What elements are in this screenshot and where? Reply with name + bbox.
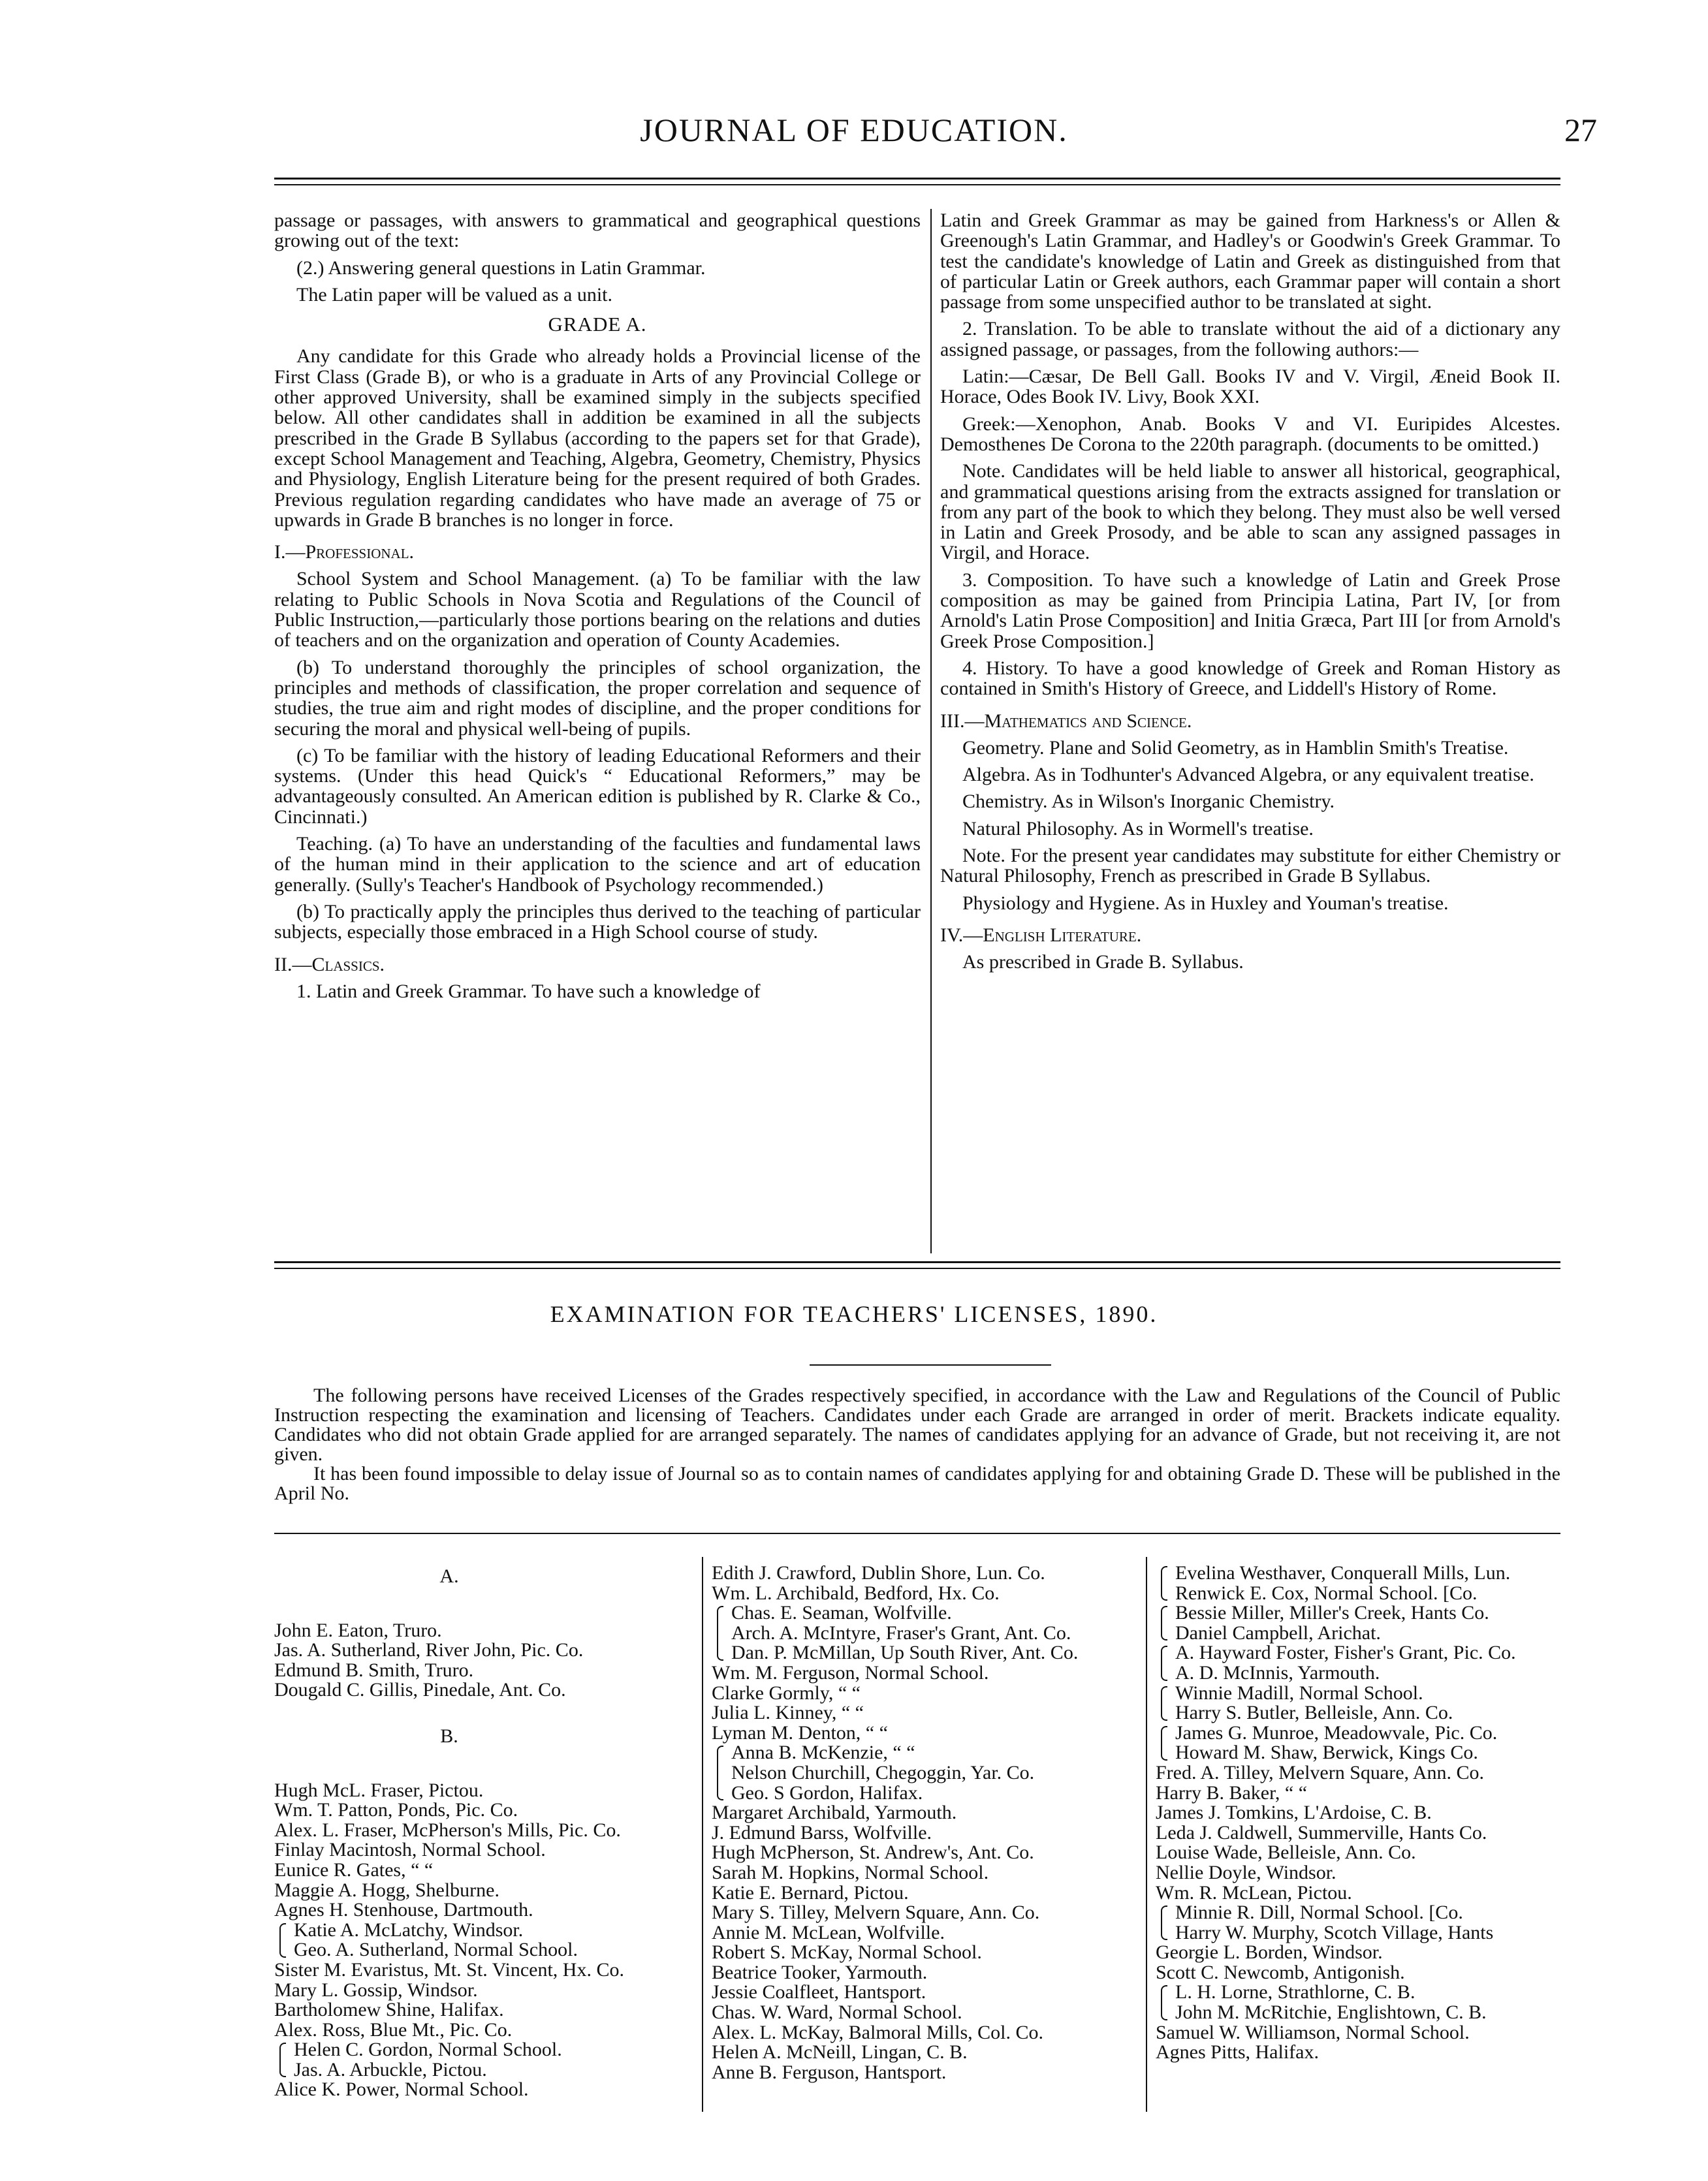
list-item: Harry W. Murphy, Scotch Village, Hants (1175, 1921, 1494, 1943)
name-list (1156, 1763, 1516, 1903)
paragraph: The Latin paper will be valued as a unit. (296, 283, 612, 306)
list-item: Katie E. Bernard, Pictou. (712, 1881, 909, 1904)
paragraph: Geometry. Plane and Solid Geometry, as in Hamblin Smith's Treatise. (962, 736, 1509, 759)
paragraph: Note. For the present year candidates may substitute for either Chemistry or Natural Philosophy, French as prescribed in Grade B Syllabus. (940, 845, 1560, 887)
paragraph: Natural Philosophy. As in Wormell's treatise. (962, 817, 1314, 839)
section-heading: III.—Mathematics and Science. (940, 710, 1192, 732)
paragraph: Greek:—Xenophon, Anab. Books V and VI. Euripides Alcestes. Demosthenes De Corona to the 220th paragraph. (documents to be omitted.) (940, 413, 1560, 455)
name-list (274, 1781, 624, 1921)
list-item: Leda J. Caldwell, Summerville, Hants Co. (1156, 1821, 1487, 1844)
section-heading: I.—Professional. (274, 541, 415, 563)
bracket-group (274, 2040, 624, 2080)
list-item: Agnes Pitts, Halifax. (1156, 2041, 1319, 2063)
name-list (1156, 1943, 1516, 1983)
list-item: Harry B. Baker, “ “ (1156, 1781, 1308, 1804)
list-item: Bessie Miller, Miller's Creek, Hants Co. (1175, 1602, 1489, 1624)
list-item: Edmund B. Smith, Truro. (274, 1659, 474, 1681)
paragraph: 2. Translation. To be able to translate without the aid of a dictionary any assigned passage, or passages, from the following authors:— (940, 318, 1560, 360)
list-item: Arch. A. McIntyre, Fraser's Grant, Ant. Co. (731, 1622, 1071, 1644)
list-item: Helen A. McNeill, Lingan, C. B. (712, 2041, 968, 2063)
paragraph: As prescribed in Grade B. Syllabus. (962, 951, 1244, 973)
list-item: John M. McRitchie, Englishtown, C. B. (1175, 2001, 1487, 2024)
list-item: Alex. L. Fraser, McPherson's Mills, Pic. Co. (274, 1819, 621, 1841)
intro-paragraph: The following persons have received Licenses of the Grades respectively specified, in accordance with the Law and Regulations of the Council of Public Instruction respecting the examination and licensing of Teachers. Candidates under each Grade are arranged in order of merit. Brackets indicate equality. Candidates who did not obtain Grade applied for are arranged separately. The names of candidates applying for an advance of Grade, but not receiving it, are not given. (274, 1385, 1560, 1465)
names-column-2 (712, 1563, 1078, 2082)
paragraph: passage or passages, with answers to grammatical and geographical questions growing out of the text: (274, 210, 921, 252)
title-underline (810, 1364, 1051, 1366)
list-item: Mary S. Tilley, Melvern Square, Ann. Co. (712, 1902, 1040, 1924)
paragraph: (c) To be familiar with the history of leading Educational Reformers and their systems. (Under this head Quick's “ Educational Reformers,” may be advantageously consulted. An American edition is published by R. Clarke & Co., Cincinnati.) (274, 744, 921, 828)
list-item: Wm. T. Patton, Ponds, Pic. Co. (274, 1799, 518, 1821)
name-list (274, 2080, 624, 2100)
list-item: Robert S. McKay, Normal School. (712, 1941, 982, 1964)
bracket-group (712, 1743, 1078, 1803)
paragraph: Teaching. (a) To have an understanding of the faculties and fundamental laws of the human mind in their application to the science and art of education generally. (Sully's Teacher's Handbook of Psychology recommended.) (274, 833, 921, 896)
paragraph: (2.) Answering general questions in Latin Grammar. (296, 257, 706, 279)
name-list (712, 1563, 1078, 1603)
paragraph: (b) To understand thoroughly the principles of school organization, the principles and methods of classification, the proper correlation and sequence of studies, the true aim and right modes of discipline, and the proper conditions for securing the moral and physical well-being of pupils. (274, 656, 921, 740)
list-item: Wm. R. McLean, Pictou. (1156, 1881, 1352, 1904)
bracket-group (1156, 1903, 1516, 1943)
list-item: Dan. P. McMillan, Up South River, Ant. Co. (731, 1642, 1079, 1664)
bracket-group (1156, 1563, 1516, 1603)
list-item: Daniel Campbell, Arichat. (1175, 1622, 1381, 1644)
paragraph: Latin and Greek Grammar as may be gained from Harkness's or Allen & Greenough's Latin Grammar, and Hadley's or Goodwin's Greek Grammar. To test the candidate's knowledge of Latin and Greek as distinguished from that of particular Latin or Greek authors, each Grammar paper will contain a short passage from some unspecified author to be translated at sight. (940, 210, 1560, 313)
list-item: Evelina Westhaver, Conquerall Mills, Lun. (1175, 1562, 1511, 1584)
bracket-group (1156, 1723, 1516, 1763)
list-item: Katie A. McLatchy, Windsor. (294, 1919, 524, 1941)
list-item: Edith J. Crawford, Dublin Shore, Lun. Co. (712, 1562, 1045, 1584)
list-item: Winnie Madill, Normal School. (1175, 1682, 1423, 1704)
list-item: Fred. A. Tilley, Melvern Square, Ann. Co. (1156, 1761, 1485, 1783)
list-item: Renwick E. Cox, Normal School. [Co. (1175, 1582, 1478, 1604)
list-item: Scott C. Newcomb, Antigonish. (1156, 1961, 1405, 1983)
header-rule-2 (274, 184, 1560, 185)
names-rule (274, 1533, 1560, 1534)
bracket-group (1156, 1643, 1516, 1683)
list-item: Margaret Archibald, Yarmouth. (712, 1802, 957, 1824)
section-rule (274, 1261, 1560, 1263)
list-item: Nellie Doyle, Windsor. (1156, 1861, 1336, 1883)
header-rule (274, 178, 1560, 180)
list-item: Nelson Churchill, Chegoggin, Yar. Co. (731, 1761, 1035, 1783)
names-column-3 (1156, 1563, 1516, 2063)
list-item: Finlay Macintosh, Normal School. (274, 1839, 546, 1861)
list-item: John E. Eaton, Truro. (274, 1619, 442, 1641)
list-item: Harry S. Butler, Belleisle, Ann. Co. (1175, 1702, 1453, 1724)
list-item: Chas. W. Ward, Normal School. (712, 2001, 962, 2024)
name-list (712, 1803, 1078, 2082)
intro-paragraph: It has been found impossible to delay issue of Journal so as to contain names of candidates applying for and obtaining Grade D. These will be published in the April No. (274, 1463, 1560, 1504)
list-item: Geo. S Gordon, Halifax. (731, 1781, 923, 1804)
paragraph: Latin:—Cæsar, De Bell Gall. Books IV and V. Virgil, Æneid Book II. Horace, Odes Book IV. Livy, Book XXI. (940, 366, 1560, 408)
name-list (1156, 2023, 1516, 2063)
grade-a-heading: GRADE A. (548, 313, 647, 336)
list-item: Alex. L. McKay, Balmoral Mills, Col. Co. (712, 2021, 1044, 2043)
list-item: Bartholomew Shine, Halifax. (274, 1999, 504, 2021)
list-item: Julia L. Kinney, “ “ (712, 1702, 864, 1724)
paragraph: (b) To practically apply the principles thus derived to the teaching of particular subjects, especially those embraced in a High School course of study. (274, 900, 921, 943)
exam-intro (274, 1386, 1560, 1503)
list-item: Louise Wade, Belleisle, Ann. Co. (1156, 1842, 1416, 1864)
list-item: Wm. L. Archibald, Bedford, Hx. Co. (712, 1582, 1000, 1604)
paragraph: Physiology and Hygiene. As in Huxley and Youman's treatise. (962, 892, 1449, 914)
left-column (274, 210, 921, 1008)
list-item: Lyman M. Denton, “ “ (712, 1721, 888, 1744)
list-item: Dougald C. Gillis, Pinedale, Ant. Co. (274, 1679, 566, 1701)
paragraph: Algebra. As in Todhunter's Advanced Algebra, or any equivalent treatise. (962, 764, 1534, 786)
bracket-group (1156, 1983, 1516, 2022)
section-heading: II.—Classics. (274, 953, 385, 975)
list-item: Clarke Gormly, “ “ (712, 1682, 861, 1704)
list-item: Eunice R. Gates, “ “ (274, 1859, 434, 1881)
list-item: Jas. A. Arbuckle, Pictou. (294, 2058, 487, 2080)
names-divider-2 (1146, 1557, 1147, 2112)
journal-title: JOURNAL OF EDUCATION. (640, 112, 1068, 148)
paragraph: Any candidate for this Grade who already holds a Provincial license of the First Class (Grade B), or who is a graduate in Arts of any Provincial College or other approved University, shall be examined simply in the subjects specified below. All other candidates shall in addition be examined in all the subjects prescribed in the Grade B Syllabus (according to the papers set for that Grade), except School Management and Teaching, Algebra, Geometry, Chemistry, Physics and Physiology, English Literature being for the present required of both Grades. Previous regulation regarding candidates who have made an average of 75 or upwards in Grade B branches is no longer in force. (274, 345, 921, 531)
paragraph: Note. Candidates will be held liable to answer all historical, geographical, and grammatical questions arising from the extracts assigned for translation or from any part of the book to which they belong. They must also be well versed in Latin and Greek Prosody, and be able to scan any assigned passages in Virgil, and Horace. (940, 460, 1560, 564)
names-column-1 (274, 1560, 624, 2100)
list-item: Helen C. Gordon, Normal School. (294, 2039, 562, 2061)
list-item: Howard M. Shaw, Berwick, Kings Co. (1175, 1742, 1478, 1764)
name-list (274, 1621, 624, 1701)
list-item: L. H. Lorne, Strathlorne, C. B. (1175, 1981, 1415, 2003)
list-item: James G. Munroe, Meadowvale, Pic. Co. (1175, 1721, 1498, 1744)
list-item: Mary L. Gossip, Windsor. (274, 1979, 478, 2001)
list-item: Anne B. Ferguson, Hantsport. (712, 2061, 947, 2083)
list-item: Georgie L. Borden, Windsor. (1156, 1941, 1383, 1964)
list-item: Anna B. McKenzie, “ “ (731, 1742, 915, 1764)
names-divider-1 (702, 1557, 703, 2112)
name-list (712, 1663, 1078, 1743)
list-item: Alex. Ross, Blue Mt., Pic. Co. (274, 2018, 513, 2041)
section-heading: IV.—English Literature. (940, 924, 1142, 946)
list-item: Maggie A. Hogg, Shelburne. (274, 1879, 499, 1901)
paragraph: 4. History. To have a good knowledge of Greek and Roman History as contained in Smith's History of Greece, and Liddell's History of Rome. (940, 657, 1560, 700)
list-item: Chas. E. Seaman, Wolfville. (731, 1602, 952, 1624)
right-column (940, 210, 1560, 979)
list-item: Jessie Coalfleet, Hantsport. (712, 1981, 926, 2003)
page-number: 27 (1564, 112, 1597, 148)
list-item: Sarah M. Hopkins, Normal School. (712, 1861, 989, 1883)
column-divider (930, 209, 932, 1253)
bracket-group (274, 1921, 624, 1960)
exam-section-title: EXAMINATION FOR TEACHERS' LICENSES, 1890. (550, 1301, 1158, 1327)
list-item: Jas. A. Sutherland, River John, Pic. Co. (274, 1639, 584, 1661)
list-item: Minnie R. Dill, Normal School. [Co. (1175, 1902, 1463, 1924)
list-item: A. D. McInnis, Yarmouth. (1175, 1661, 1380, 1684)
list-item: Hugh McL. Fraser, Pictou. (274, 1779, 484, 1801)
grade-heading: B. (440, 1725, 458, 1747)
grade-heading: A. (439, 1565, 459, 1587)
paragraph: 3. Composition. To have such a knowledge of Latin and Greek Prose composition as may be gained from Principia Latina, Part IV, [or from Arnold's Latin Prose Composition] and Initia Græca, Part III [or from Arnold's Greek Prose Composition.] (940, 569, 1560, 652)
paragraph: Chemistry. As in Wilson's Inorganic Chemistry. (962, 791, 1335, 813)
list-item: Wm. M. Ferguson, Normal School. (712, 1661, 989, 1684)
bracket-group (1156, 1603, 1516, 1643)
list-item: Annie M. McLean, Wolfville. (712, 1921, 945, 1943)
list-item: Beatrice Tooker, Yarmouth. (712, 1961, 928, 1983)
section-rule-2 (274, 1268, 1560, 1269)
list-item: Alice K. Power, Normal School. (274, 2079, 529, 2101)
list-item: A. Hayward Foster, Fisher's Grant, Pic. Co. (1175, 1642, 1516, 1664)
name-list (274, 1960, 624, 2040)
list-item: Agnes H. Stenhouse, Dartmouth. (274, 1899, 533, 1921)
list-item: Sister M. Evaristus, Mt. St. Vincent, Hx. Co. (274, 1958, 624, 1981)
list-item: James J. Tomkins, L'Ardoise, C. B. (1156, 1802, 1432, 1824)
list-item: J. Edmund Barss, Wolfville. (712, 1821, 932, 1844)
paragraph: 1. Latin and Greek Grammar. To have such a knowledge of (296, 980, 761, 1002)
bracket-group (712, 1603, 1078, 1663)
list-item: Hugh McPherson, St. Andrew's, Ant. Co. (712, 1842, 1034, 1864)
bracket-group (1156, 1684, 1516, 1723)
list-item: Geo. A. Sutherland, Normal School. (294, 1939, 578, 1961)
paragraph: School System and School Management. (a) To be familiar with the law relating to Public Schools in Nova Scotia and Regulations of the Council of Public Instruction,—particularly those portions bearing on the relations and duties of teachers and on the organization and operation of County Academies. (274, 568, 921, 651)
list-item: Samuel W. Williamson, Normal School. (1156, 2021, 1470, 2043)
